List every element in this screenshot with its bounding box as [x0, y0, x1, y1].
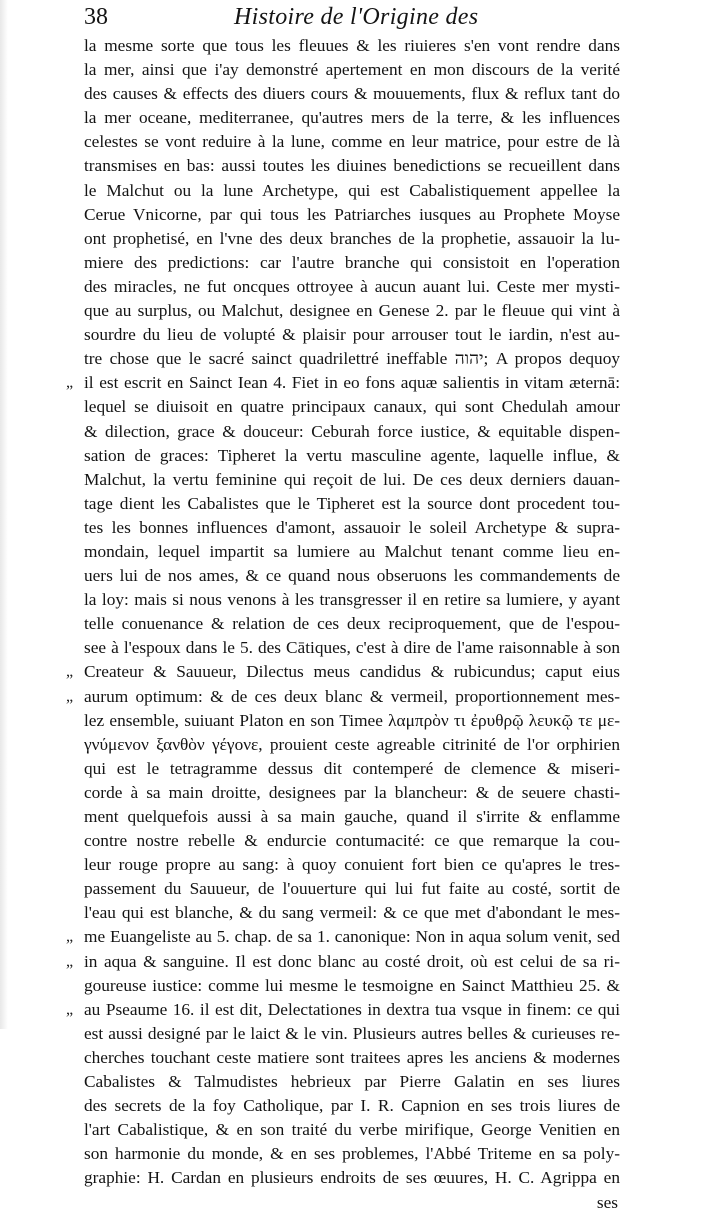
- text-line: [84, 179, 620, 203]
- line-text: lez ensemble, suiuant Platon en son Timee λαμπρὸν τι ἐρυθρῷ λευκῷ τε με-: [84, 710, 620, 730]
- text-line: [84, 733, 620, 757]
- line-text: contre nostre rebelle & endurcie contumacité: ce que remarque la cou-: [84, 831, 620, 851]
- line-text: passement du Sauueur, de l'ouuerture qui lui fut faite au costé, sortit de: [84, 879, 620, 899]
- line-text: cherches touchant ceste matiere sont traitees apres les anciens & modernes: [84, 1047, 620, 1067]
- text-line: [84, 323, 620, 347]
- text-line: [84, 1166, 620, 1190]
- running-head: Histoire de l'Origine des: [234, 4, 479, 30]
- line-text: Createur & Sauueur, Dilectus meus candidus & rubicundus; caput eius: [84, 662, 620, 682]
- catchword-line: [84, 1191, 620, 1215]
- line-text: ont prophetisé, en l'vne des deux branches de la prophetie, assauoir la lu-: [84, 228, 620, 248]
- text-line: [84, 1046, 620, 1070]
- text-line: [84, 805, 620, 829]
- line-text: goureuse iustice: comme lui mesme le tesmoigne en Sainct Matthieu 25. &: [84, 975, 620, 995]
- text-line: [84, 492, 620, 516]
- text-line: [84, 829, 620, 853]
- paper-edge-shadow: [0, 0, 8, 1029]
- line-text: see à l'espoux dans le 5. des Cātiques, c'est à dire de l'ame raisonnable à son: [84, 638, 620, 658]
- line-text: mondain, lequel impartit sa lumiere au Malchut tenant comme lieu en-: [84, 541, 620, 561]
- text-line: [84, 516, 620, 540]
- line-text: la mer oceane, mediterranee, qu'autres mers de la terre, & les influences: [84, 108, 620, 128]
- text-line: [66, 998, 620, 1022]
- text-body: [66, 34, 620, 1215]
- text-line: [84, 1070, 620, 1094]
- line-text: la mer, ainsi que i'ay demonstré apertement en mon discours de la verité: [84, 60, 620, 80]
- text-line: [84, 130, 620, 154]
- text-line: [84, 203, 620, 227]
- text-line: [84, 468, 620, 492]
- line-text: me Euangeliste au 5. chap. de sa 1. canonique: Non in aqua solum venit, sed: [84, 927, 620, 947]
- line-text: que au surplus, ou Malchut, designee en Genese 2. par le fleuue qui vint à: [84, 301, 620, 321]
- line-text: tes les bonnes influences d'amont, assauoir le soleil Archetype & supra-: [84, 517, 620, 537]
- line-text: la loy: mais si nous venons à les transgresser il en retire sa lumiere, y ayant: [84, 590, 620, 610]
- line-text: transmises en bas: aussi toutes les diuines benedictions se recueillent dans: [84, 156, 620, 176]
- line-text: la mesme sorte que tous les fleuues & les riuieres s'en vont rendre dans: [84, 36, 620, 55]
- line-text: il est escrit en Sainct Iean 4. Fiet in eo fons aquæ salientis in vitam æternā:: [84, 373, 620, 393]
- text-line: [84, 877, 620, 901]
- quotation-mark: „: [66, 374, 74, 392]
- line-text: sourdre du lieu de volupté & plaisir pour arrouser tout le iardin, n'est au-: [84, 325, 620, 345]
- page-number: 38: [84, 4, 108, 30]
- text-line: [84, 540, 620, 564]
- line-text: tre chose que le sacré sainct quadrilettré ineffable יהוה; A propos dequoy: [84, 349, 620, 369]
- line-text: graphie: H. Cardan en plusieurs endroits de ses œuures, H. C. Agrippa en: [84, 1168, 620, 1188]
- line-text: l'art Cabalistique, & en son traité du verbe mirifique, George Venitien en: [84, 1120, 620, 1140]
- line-text: son harmonie du monde, & en ses problemes, l'Abbé Triteme en sa poly-: [84, 1144, 620, 1164]
- line-text: uers lui de nos ames, & ce quand nous obseruons les commandements de: [84, 566, 620, 586]
- text-line: [84, 1118, 620, 1142]
- quotation-mark: „: [66, 663, 74, 681]
- text-line: [84, 757, 620, 781]
- line-text: qui est le tetragramme dessus dit contemperé de clemence & miseri-: [84, 758, 620, 778]
- line-text: l'eau qui est blanche, & du sang vermeil: & ce que met d'abondant le mes-: [84, 903, 620, 923]
- text-line: [84, 709, 620, 733]
- catchword: ses: [596, 1192, 618, 1212]
- page-header: [84, 4, 624, 34]
- line-text: des causes & effects des diuers cours & mouuements, flux & reflux tant do: [84, 84, 620, 104]
- text-line: [66, 685, 620, 709]
- line-text: corde à sa main droitte, designees par la blancheur: & de seuere chasti-: [84, 782, 620, 802]
- line-text: Malchut, la vertu feminine qui reçoit de lui. De ces deux derniers dauan-: [84, 469, 620, 489]
- text-line: [66, 660, 620, 684]
- line-text: in aqua & sanguine. Il est donc blanc au costé droit, où est celui de sa ri-: [84, 951, 620, 971]
- text-line: [84, 420, 620, 444]
- text-line: [84, 588, 620, 612]
- line-text: γνύμενον ξανθὸν γέγονε, prouient ceste agreable citrinité de l'or orphirien: [84, 734, 620, 754]
- text-line: [84, 612, 620, 636]
- text-line: [84, 901, 620, 925]
- text-line: [84, 636, 620, 660]
- line-text: aurum optimum: & de ces deux blanc & vermeil, proportionnement mes-: [84, 686, 620, 706]
- line-text: tage dient les Cabalistes que le Tipheret est la source dont procedent tou-: [84, 493, 620, 513]
- line-text: leur rouge propre au sang: à quoy conuient fort bien ce qu'apres le tres-: [84, 855, 620, 875]
- text-line: [84, 444, 620, 468]
- line-text: le Malchut ou la lune Archetype, qui est Cabalistiquement appellee la: [84, 180, 620, 200]
- line-text: celestes se vont reduire à la lune, comme en leur matrice, pour estre de là: [84, 132, 620, 152]
- text-line: [84, 299, 620, 323]
- line-text: Cerue Vnicorne, par qui tous les Patriarches iusques au Prophete Moyse: [84, 204, 620, 224]
- line-text: miere des predictions: car l'autre branche qui consistoit en l'operation: [84, 252, 620, 272]
- text-line: [84, 82, 620, 106]
- quotation-mark: „: [66, 687, 74, 705]
- line-text: lequel se diuisoit en quatre principaux canaux, qui sont Chedulah amour: [84, 397, 620, 417]
- line-text: & dilection, grace & douceur: Ceburah force iustice, & equitable dispen-: [84, 421, 620, 441]
- line-text: des secrets de la foy Catholique, par I. R. Capnion en ses trois liures de: [84, 1096, 620, 1116]
- text-line: [84, 564, 620, 588]
- text-line: [84, 781, 620, 805]
- line-text: est aussi designé par le laict & le vin. Plusieurs autres belles & curieuses re-: [84, 1023, 620, 1043]
- quotation-mark: „: [66, 928, 74, 946]
- text-line: [84, 1022, 620, 1046]
- text-line: [84, 154, 620, 178]
- text-line: [84, 1142, 620, 1166]
- text-line: [84, 1094, 620, 1118]
- text-line: [84, 347, 620, 371]
- line-text: au Pseaume 16. il est dit, Delectationes in dextra tua vsque in finem: ce qui: [84, 999, 620, 1019]
- text-line: [66, 950, 620, 974]
- text-line: [84, 34, 620, 58]
- line-text: sation de graces: Tipheret la vertu masculine agente, laquelle influe, &: [84, 445, 620, 465]
- text-line: [84, 227, 620, 251]
- text-line: [84, 395, 620, 419]
- quotation-mark: „: [66, 1000, 74, 1018]
- line-text: Cabalistes & Talmudistes hebrieux par Pierre Galatin en ses liures: [84, 1072, 620, 1092]
- text-line: [84, 106, 620, 130]
- text-line: [84, 58, 620, 82]
- line-text: ment quelquefois aussi à sa main gauche, quand il s'irrite & enflamme: [84, 807, 620, 826]
- line-text: des miracles, ne fut oncques ottroyee à aucun auant lui. Ceste mer mysti-: [84, 276, 620, 296]
- quotation-mark: „: [66, 952, 74, 970]
- text-line: [66, 371, 620, 395]
- line-text: telle conuenance & relation de ces deux reciproquement, que de l'espou-: [84, 614, 620, 634]
- text-line: [84, 251, 620, 275]
- text-line: [84, 974, 620, 998]
- text-line: [66, 925, 620, 949]
- text-line: [84, 853, 620, 877]
- text-line: [84, 275, 620, 299]
